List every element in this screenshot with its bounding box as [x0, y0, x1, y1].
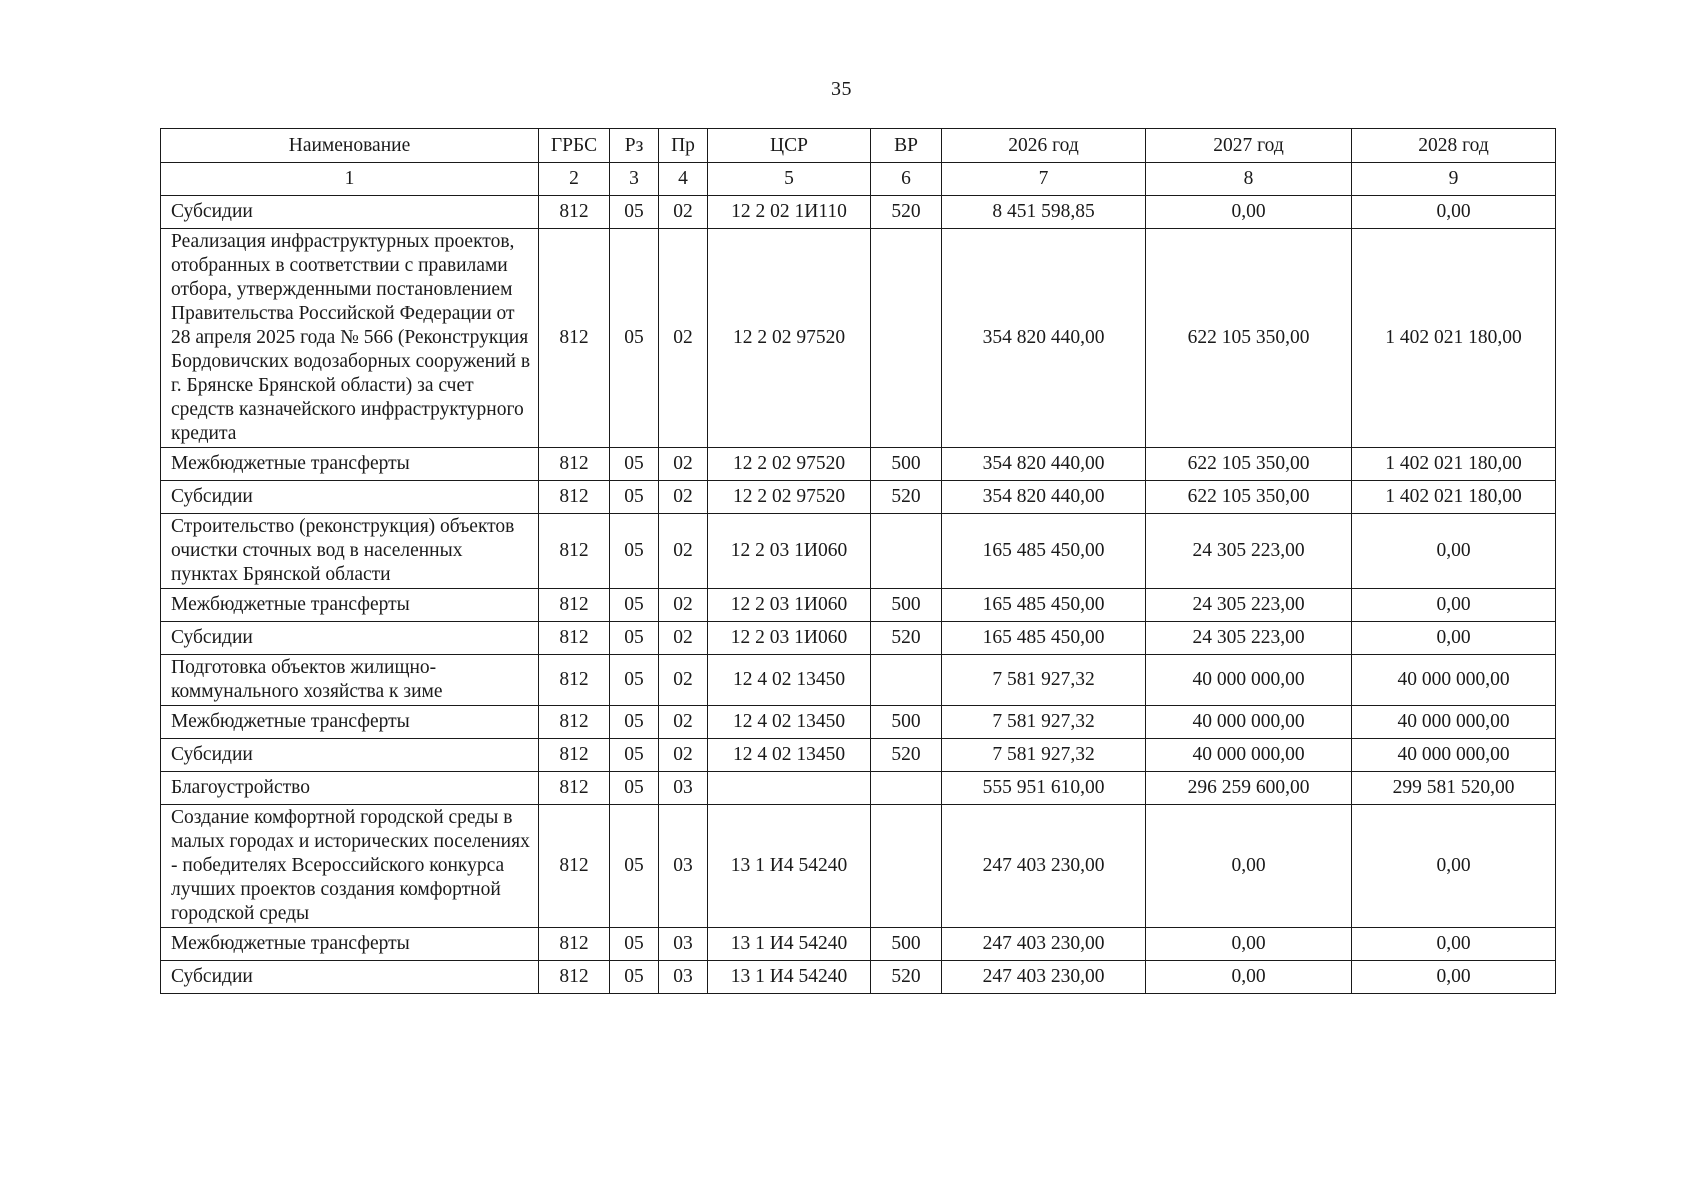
row-csr: 12 4 02 13450 [708, 706, 871, 739]
row-rz: 05 [610, 622, 659, 655]
row-rz: 05 [610, 481, 659, 514]
row-name: Реализация инфраструктурных проектов, отобранных в соответствии с правилами отбора, утвержденными постановлением Правительства Российской Федерации от 28 апреля 2025 года № 566 (Реконструкция Бордовичских водозаборных сооружений в г. Брянске Брянской области) за счет средств казначейского инфраструктурного кредита [161, 229, 539, 448]
row-rz: 05 [610, 739, 659, 772]
row-grbs: 812 [539, 622, 610, 655]
row-name: Межбюджетные трансферты [161, 706, 539, 739]
header-rz: Рз [610, 129, 659, 163]
row-csr: 12 2 02 97520 [708, 481, 871, 514]
table-row [161, 481, 1556, 514]
row-name: Межбюджетные трансферты [161, 928, 539, 961]
row-csr: 12 2 02 1И110 [708, 196, 871, 229]
table-row [161, 961, 1556, 994]
row-pr: 02 [659, 622, 708, 655]
table-row [161, 706, 1556, 739]
page-number: 35 [831, 78, 852, 100]
row-name: Субсидии [161, 961, 539, 994]
row-rz: 05 [610, 196, 659, 229]
row-pr: 02 [659, 739, 708, 772]
row-pr: 02 [659, 481, 708, 514]
row-vr: 500 [871, 706, 942, 739]
row-amount-2028: 0,00 [1352, 805, 1556, 928]
row-amount-2028: 40 000 000,00 [1352, 739, 1556, 772]
row-rz: 05 [610, 655, 659, 706]
row-rz: 05 [610, 589, 659, 622]
row-csr: 12 2 03 1И060 [708, 589, 871, 622]
row-amount-2028: 0,00 [1352, 622, 1556, 655]
table-row [161, 655, 1556, 706]
row-csr: 13 1 И4 54240 [708, 961, 871, 994]
row-vr: 520 [871, 622, 942, 655]
row-amount-2027: 40 000 000,00 [1146, 739, 1352, 772]
row-pr: 03 [659, 772, 708, 805]
row-amount-2026: 7 581 927,32 [942, 739, 1146, 772]
header-2026: 2026 год [942, 129, 1146, 163]
header-pr: Пр [659, 129, 708, 163]
row-rz: 05 [610, 928, 659, 961]
row-pr: 02 [659, 196, 708, 229]
row-grbs: 812 [539, 448, 610, 481]
header-csr: ЦСР [708, 129, 871, 163]
row-amount-2028: 0,00 [1352, 928, 1556, 961]
row-amount-2028: 299 581 520,00 [1352, 772, 1556, 805]
row-pr: 02 [659, 706, 708, 739]
row-vr [871, 514, 942, 589]
budget-table [160, 128, 1556, 994]
header-vr: ВР [871, 129, 942, 163]
row-grbs: 812 [539, 481, 610, 514]
row-grbs: 812 [539, 196, 610, 229]
table-body [161, 196, 1556, 994]
row-csr: 12 2 03 1И060 [708, 514, 871, 589]
column-number: 9 [1352, 163, 1556, 196]
row-amount-2027: 40 000 000,00 [1146, 706, 1352, 739]
header-row [161, 129, 1556, 163]
row-amount-2026: 354 820 440,00 [942, 448, 1146, 481]
row-vr: 500 [871, 928, 942, 961]
row-name: Строительство (реконструкция) объектов очистки сточных вод в населенных пунктах Брянской области [161, 514, 539, 589]
header-grbs: ГРБС [539, 129, 610, 163]
table-row [161, 805, 1556, 928]
row-grbs: 812 [539, 772, 610, 805]
header-name: Наименование [161, 129, 539, 163]
row-name: Субсидии [161, 481, 539, 514]
column-number: 1 [161, 163, 539, 196]
row-grbs: 812 [539, 805, 610, 928]
row-amount-2027: 0,00 [1146, 196, 1352, 229]
row-amount-2027: 622 105 350,00 [1146, 481, 1352, 514]
row-amount-2027: 0,00 [1146, 928, 1352, 961]
column-number: 7 [942, 163, 1146, 196]
header-2027: 2027 год [1146, 129, 1352, 163]
row-name: Создание комфортной городской среды в малых городах и исторических поселениях - победителях Всероссийского конкурса лучших проектов создания комфортной городской среды [161, 805, 539, 928]
row-amount-2027: 40 000 000,00 [1146, 655, 1352, 706]
table-row [161, 229, 1556, 448]
column-number: 3 [610, 163, 659, 196]
row-amount-2028: 0,00 [1352, 196, 1556, 229]
row-grbs: 812 [539, 589, 610, 622]
row-pr: 02 [659, 229, 708, 448]
row-amount-2026: 8 451 598,85 [942, 196, 1146, 229]
table-row [161, 514, 1556, 589]
table-row [161, 622, 1556, 655]
row-name: Субсидии [161, 622, 539, 655]
row-amount-2026: 7 581 927,32 [942, 706, 1146, 739]
row-amount-2026: 354 820 440,00 [942, 229, 1146, 448]
column-number: 8 [1146, 163, 1352, 196]
row-amount-2026: 247 403 230,00 [942, 805, 1146, 928]
row-csr [708, 772, 871, 805]
row-pr: 02 [659, 448, 708, 481]
row-amount-2028: 0,00 [1352, 589, 1556, 622]
row-pr: 03 [659, 805, 708, 928]
row-vr [871, 772, 942, 805]
row-grbs: 812 [539, 961, 610, 994]
row-rz: 05 [610, 229, 659, 448]
row-grbs: 812 [539, 706, 610, 739]
row-amount-2026: 165 485 450,00 [942, 514, 1146, 589]
row-amount-2026: 247 403 230,00 [942, 928, 1146, 961]
table-row [161, 772, 1556, 805]
row-vr: 500 [871, 589, 942, 622]
row-amount-2027: 622 105 350,00 [1146, 229, 1352, 448]
row-grbs: 812 [539, 229, 610, 448]
row-pr: 02 [659, 589, 708, 622]
row-vr: 520 [871, 481, 942, 514]
row-vr: 520 [871, 961, 942, 994]
row-csr: 12 2 03 1И060 [708, 622, 871, 655]
row-pr: 02 [659, 514, 708, 589]
table-row [161, 589, 1556, 622]
row-rz: 05 [610, 772, 659, 805]
table-row [161, 739, 1556, 772]
table-row [161, 928, 1556, 961]
row-vr: 520 [871, 739, 942, 772]
row-rz: 05 [610, 514, 659, 589]
header-2028: 2028 год [1352, 129, 1556, 163]
row-amount-2028: 1 402 021 180,00 [1352, 481, 1556, 514]
table-row [161, 196, 1556, 229]
row-amount-2026: 165 485 450,00 [942, 622, 1146, 655]
column-number: 2 [539, 163, 610, 196]
row-amount-2027: 0,00 [1146, 961, 1352, 994]
table-row [161, 448, 1556, 481]
row-amount-2028: 40 000 000,00 [1352, 706, 1556, 739]
row-amount-2027: 24 305 223,00 [1146, 514, 1352, 589]
row-pr: 02 [659, 655, 708, 706]
row-vr [871, 229, 942, 448]
row-rz: 05 [610, 706, 659, 739]
row-amount-2026: 354 820 440,00 [942, 481, 1146, 514]
row-vr [871, 655, 942, 706]
row-csr: 13 1 И4 54240 [708, 805, 871, 928]
row-csr: 12 2 02 97520 [708, 229, 871, 448]
row-amount-2026: 165 485 450,00 [942, 589, 1146, 622]
row-vr: 520 [871, 196, 942, 229]
column-number: 6 [871, 163, 942, 196]
row-amount-2026: 555 951 610,00 [942, 772, 1146, 805]
row-rz: 05 [610, 961, 659, 994]
row-amount-2027: 24 305 223,00 [1146, 622, 1352, 655]
row-amount-2026: 247 403 230,00 [942, 961, 1146, 994]
row-grbs: 812 [539, 928, 610, 961]
row-grbs: 812 [539, 655, 610, 706]
row-amount-2028: 0,00 [1352, 961, 1556, 994]
row-csr: 12 4 02 13450 [708, 739, 871, 772]
row-amount-2028: 40 000 000,00 [1352, 655, 1556, 706]
row-csr: 13 1 И4 54240 [708, 928, 871, 961]
row-name: Субсидии [161, 196, 539, 229]
row-grbs: 812 [539, 739, 610, 772]
row-pr: 03 [659, 928, 708, 961]
column-number: 4 [659, 163, 708, 196]
row-rz: 05 [610, 805, 659, 928]
row-csr: 12 4 02 13450 [708, 655, 871, 706]
row-amount-2027: 24 305 223,00 [1146, 589, 1352, 622]
row-amount-2027: 622 105 350,00 [1146, 448, 1352, 481]
row-amount-2028: 1 402 021 180,00 [1352, 448, 1556, 481]
row-amount-2026: 7 581 927,32 [942, 655, 1146, 706]
row-name: Подготовка объектов жилищно-коммунального хозяйства к зиме [161, 655, 539, 706]
row-rz: 05 [610, 448, 659, 481]
row-amount-2028: 1 402 021 180,00 [1352, 229, 1556, 448]
column-number: 5 [708, 163, 871, 196]
row-vr [871, 805, 942, 928]
row-name: Межбюджетные трансферты [161, 589, 539, 622]
row-name: Субсидии [161, 739, 539, 772]
row-pr: 03 [659, 961, 708, 994]
row-vr: 500 [871, 448, 942, 481]
row-amount-2028: 0,00 [1352, 514, 1556, 589]
row-amount-2027: 0,00 [1146, 805, 1352, 928]
row-grbs: 812 [539, 514, 610, 589]
row-csr: 12 2 02 97520 [708, 448, 871, 481]
column-number-row [161, 163, 1556, 196]
row-name: Межбюджетные трансферты [161, 448, 539, 481]
row-amount-2027: 296 259 600,00 [1146, 772, 1352, 805]
row-name: Благоустройство [161, 772, 539, 805]
